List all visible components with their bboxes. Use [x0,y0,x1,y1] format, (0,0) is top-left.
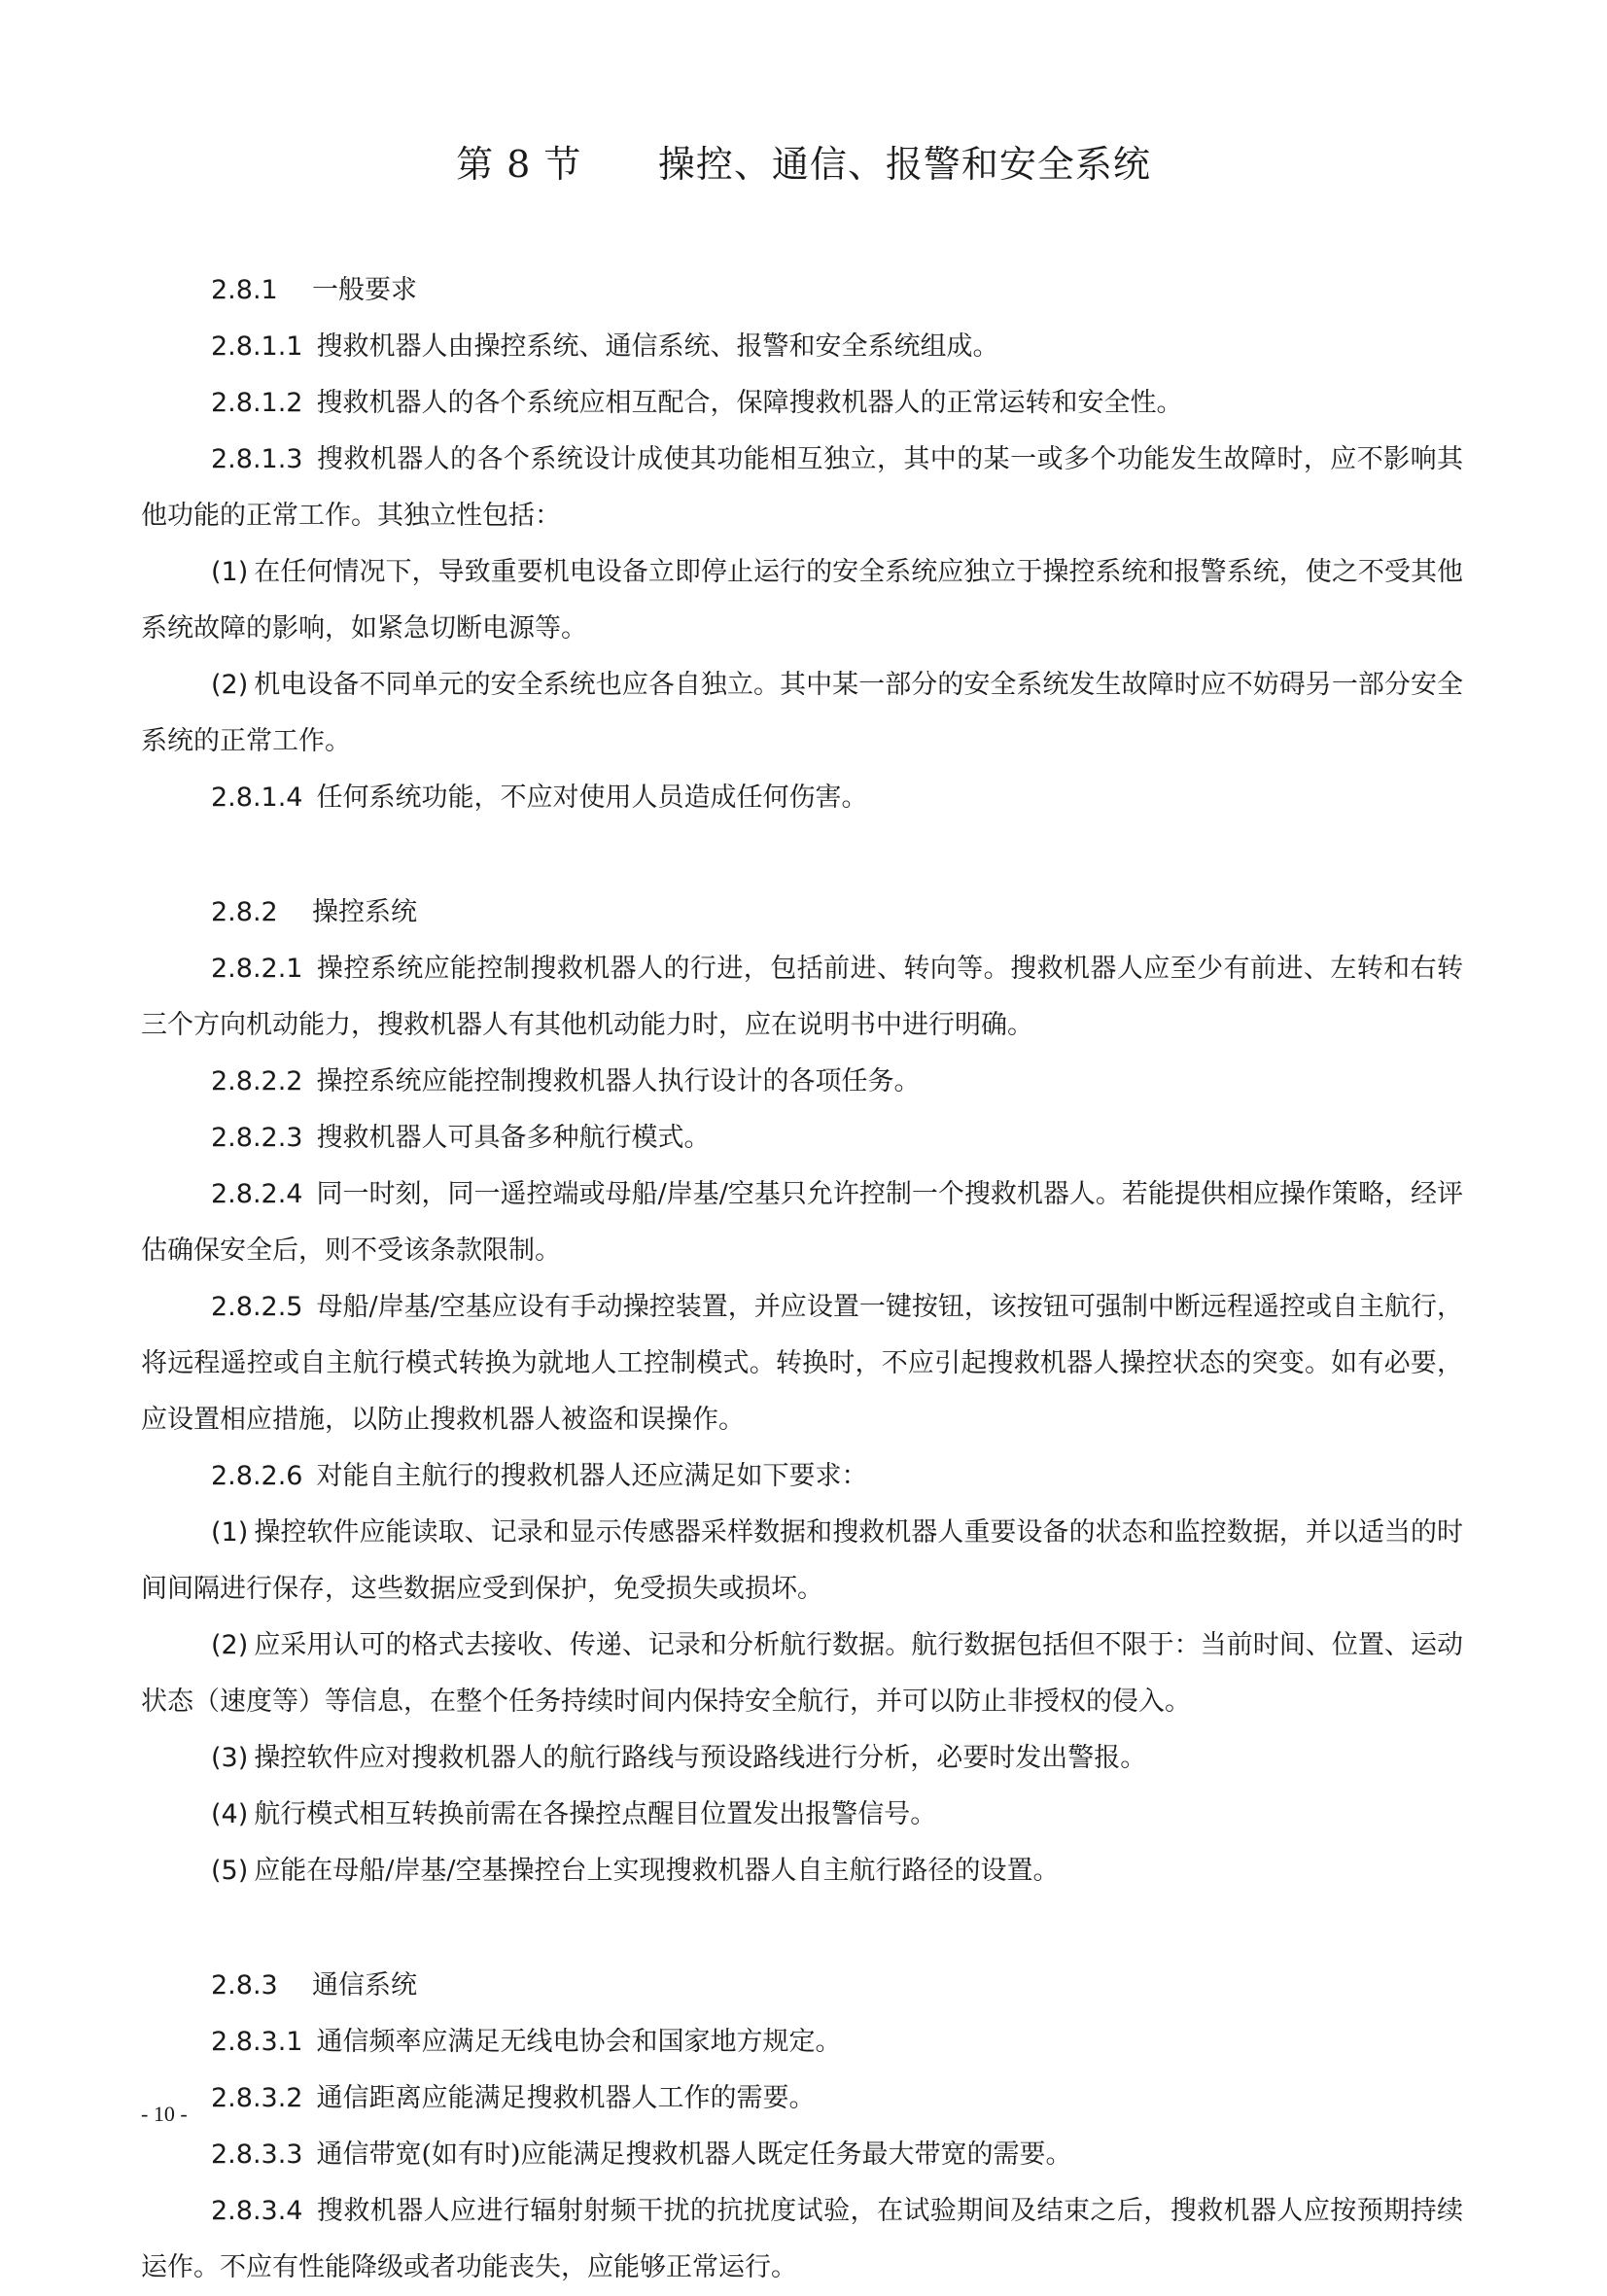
clause-paragraph [141,2014,1463,2070]
clause-paragraph [141,941,1463,1054]
clause-paragraph [141,1448,1463,1505]
clause-text: 搜救机器人的各个系统应相互配合，保障搜救机器人的正常运转和安全性。 [316,388,1183,418]
section-number: 2.8.1 [211,275,278,305]
section-title: 操控系统 [312,897,417,927]
clause-number: 2.8.2.1 [211,954,303,984]
clause-paragraph [141,2070,1463,2127]
clause-text: 搜救机器人的各个系统设计成使其功能相互独立，其中的某一或多个功能发生故障时，应不影响其他功能的正常工作。其独立性包括： [141,444,1463,531]
section-spacer [141,1899,1463,1958]
clause-number: (2) [211,1630,249,1660]
clause-text: 搜救机器人由操控系统、通信系统、报警和安全系统组成。 [316,331,999,362]
clause-paragraph [141,375,1463,432]
clause-paragraph [141,544,1463,657]
section-number: 2.8.2 [211,897,278,927]
clause-number: (1) [211,1517,249,1548]
clause-number: 2.8.1.3 [211,444,303,474]
clause-paragraph [141,1843,1463,1899]
clause-text: 应采用认可的格式去接收、传递、记录和分析航行数据。航行数据包括但不限于：当前时间、位置、运动状态（速度等）等信息，在整个任务持续时间内保持安全航行，并可以防止非授权的侵入。 [141,1630,1463,1717]
clause-number: (2) [211,670,249,700]
clause-paragraph [141,1618,1463,1730]
clause-paragraph [141,1730,1463,1787]
clause-number: 2.8.2.2 [211,1066,303,1096]
clause-paragraph [141,1505,1463,1618]
clause-text: 在任何情况下，导致重要机电设备立即停止运行的安全系统应独立于操控系统和报警系统，使之不受其他系统故障的影响，如紧急切断电源等。 [141,557,1463,644]
section-heading [211,262,1463,319]
section-heading [211,1958,1463,2014]
clause-number: (3) [211,1743,249,1773]
clause-number: 2.8.2.5 [211,1292,303,1322]
clause-paragraph [141,1054,1463,1110]
clause-text: 应能在母船/岸基/空基操控台上实现搜救机器人自主航行路径的设置。 [254,1856,1060,1886]
clause-paragraph [141,1110,1463,1166]
clause-text: 机电设备不同单元的安全系统也应各自独立。其中某一部分的安全系统发生故障时应不妨碍另一部分安全系统的正常工作。 [141,670,1463,756]
clause-text: 操控系统应能控制搜救机器人的行进，包括前进、转向等。搜救机器人应至少有前进、左转和右转三个方向机动能力，搜救机器人有其他机动能力时，应在说明书中进行明确。 [141,954,1463,1040]
page-title: 第 8 节 操控、通信、报警和安全系统 [456,143,1151,186]
clause-paragraph [141,2127,1463,2183]
clause-number: 2.8.2.6 [211,1461,303,1491]
clause-text: 任何系统功能，不应对使用人员造成任何伤害。 [316,783,868,813]
section-spacer [141,826,1463,885]
clause-text: 同一时刻，同一遥控端或母船/岸基/空基只允许控制一个搜救机器人。若能提供相应操作策略，经评估确保安全后，则不受该条款限制。 [141,1179,1463,1266]
clause-text: 对能自主航行的搜救机器人还应满足如下要求： [316,1461,868,1491]
clause-number: (4) [211,1799,249,1829]
section-title: 通信系统 [312,1970,417,2000]
clause-paragraph [141,770,1463,826]
clause-number: 2.8.3.3 [211,2139,303,2170]
clause-text: 通信带宽(如有时)应能满足搜救机器人既定任务最大带宽的需要。 [316,2139,1072,2170]
page-number: - 10 - [141,2102,188,2126]
clause-number: 2.8.2.3 [211,1123,303,1153]
clause-paragraph [141,1166,1463,1279]
section-title: 一般要求 [312,275,417,305]
clause-number: 2.8.1.2 [211,388,303,418]
clause-number: 2.8.1.4 [211,783,303,813]
clause-paragraph [141,2183,1463,2296]
clause-paragraph [141,657,1463,770]
clause-text: 搜救机器人可具备多种航行模式。 [316,1123,711,1153]
clause-text: 通信距离应能满足搜救机器人工作的需要。 [316,2083,816,2113]
clause-number: 2.8.3.2 [211,2083,303,2113]
section-heading [211,885,1463,941]
section-number: 2.8.3 [211,1970,278,2000]
clause-paragraph [141,1787,1463,1843]
clause-text: 操控系统应能控制搜救机器人执行设计的各项任务。 [316,1066,921,1096]
clause-text: 操控软件应能读取、记录和显示传感器采样数据和搜救机器人重要设备的状态和监控数据，并以适当的时间间隔进行保存，这些数据应受到保护，免受损失或损坏。 [141,1517,1463,1604]
clause-number: 2.8.3.4 [211,2196,303,2226]
clause-number: 2.8.3.1 [211,2027,303,2057]
clause-number: (1) [211,557,249,587]
clause-text: 通信频率应满足无线电协会和国家地方规定。 [316,2027,842,2057]
clause-text: 母船/岸基/空基应设有手动操控装置，并应设置一键按钮，该按钮可强制中断远程遥控或自主航行，将远程遥控或自主航行模式转换为就地人工控制模式。转换时，不应引起搜救机器人操控状态的突变。如有必要，应设置相应措施，以防止搜救机器人被盗和误操作。 [141,1292,1463,1435]
document-body [141,262,1463,2296]
clause-number: 2.8.2.4 [211,1179,303,1209]
clause-paragraph [141,319,1463,375]
clause-number: (5) [211,1856,249,1886]
clause-text: 搜救机器人应进行辐射射频干扰的抗扰度试验，在试验期间及结束之后，搜救机器人应按预期持续运作。不应有性能降级或者功能丧失，应能够正常运行。 [141,2196,1463,2282]
clause-paragraph [141,432,1463,544]
clause-text: 航行模式相互转换前需在各操控点醒目位置发出报警信号。 [254,1799,937,1829]
clause-paragraph [141,1279,1463,1448]
clause-text: 操控软件应对搜救机器人的航行路线与预设路线进行分析，必要时发出警报。 [254,1743,1147,1773]
clause-number: 2.8.1.1 [211,331,303,362]
